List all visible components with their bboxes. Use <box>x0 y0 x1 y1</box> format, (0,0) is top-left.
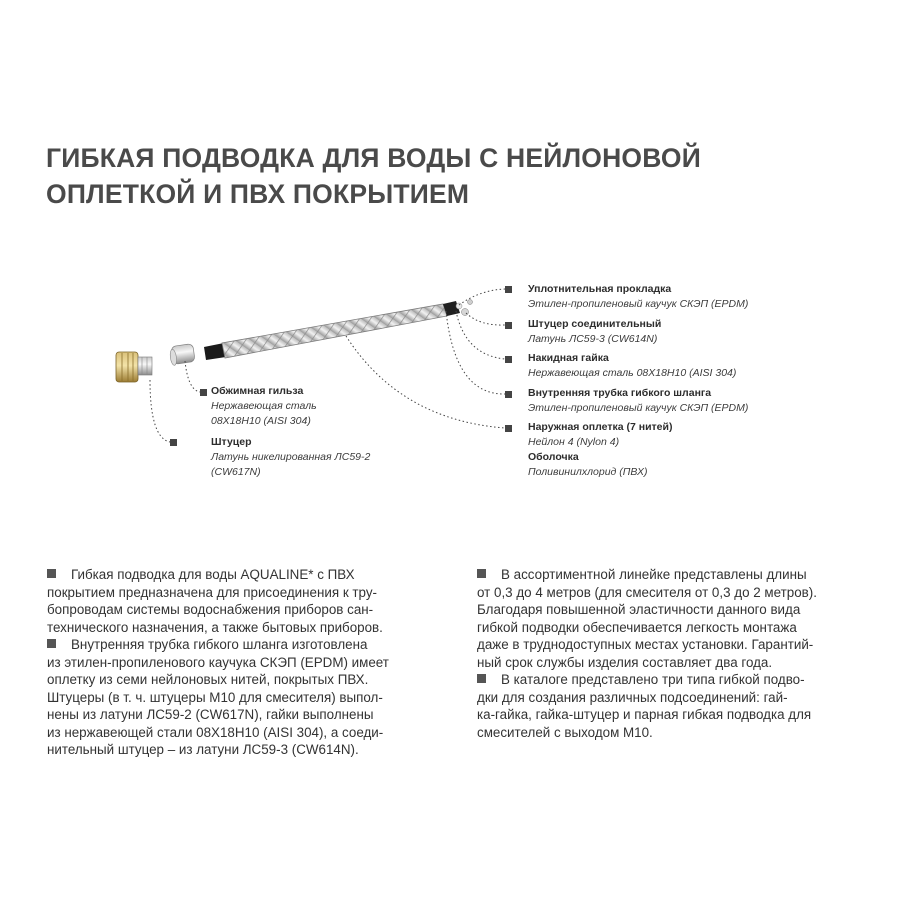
sleeve-part <box>169 344 195 366</box>
paragraph <box>47 636 432 759</box>
callout-material: Нержавеющая сталь 08Х18Н10 (AISI 304) <box>528 367 737 379</box>
callout-material: Этилен-пропиленовый каучук СКЭП (EPDM) <box>528 298 749 310</box>
text-line: из этилен-пропиленового каучука СКЭП (EPDM) имеет <box>47 654 389 670</box>
text-line: даже в труднодоступных местах установки. Гарантий- <box>477 637 814 652</box>
text-line: Благодаря повышенной эластичности данного вида <box>477 602 801 617</box>
callout-sleeve <box>211 384 317 429</box>
callout-material: Этилен-пропиленовый каучук СКЭП (EPDM) <box>528 402 749 414</box>
paragraph <box>477 671 862 741</box>
title-line-1: ГИБКАЯ ПОДВОДКА ДЛЯ ВОДЫ С НЕЙЛОНОВОЙ <box>46 143 701 173</box>
callout-name: Внутренняя трубка гибкого шланга <box>528 387 712 399</box>
callout-nut <box>528 351 736 381</box>
callout-name: Наружная оплетка (7 нитей) <box>528 421 673 433</box>
bullet-icon <box>47 639 56 648</box>
text-line: из нержавеющей стали 08Х18Н10 (AISI 304), а соеди- <box>47 724 384 740</box>
text-column-right <box>477 566 862 741</box>
text-line: нены из латуни ЛС59-2 (CW617N), гайки выполнены <box>47 707 374 722</box>
hose-part <box>204 300 473 361</box>
text-line: дки для создания различных подсоединений: гай- <box>477 689 788 705</box>
text-line: Штуцеры (в т. ч. штуцеры М10 для смесителя) выпол- <box>47 689 383 705</box>
callout-inner-tube <box>528 386 748 416</box>
callout-braid <box>528 420 672 480</box>
callout-material: Поливинилхлорид (ПВХ) <box>528 466 648 478</box>
callout-gasket <box>528 282 748 312</box>
callout-name: Уплотнительная прокладка <box>528 283 672 295</box>
title-line-2: ОПЛЕТКОЙ И ПВХ ПОКРЫТИЕМ <box>46 179 470 209</box>
text-line: Внутренняя трубка гибкого шланга изготовлена <box>71 637 368 652</box>
bullet-icon <box>477 674 486 683</box>
callout-fitting <box>211 435 370 480</box>
text-line: Гибкая подводка для воды AQUALINE* с ПВХ <box>71 567 355 582</box>
text-line: от 0,3 до 4 метров (для смесителя от 0,3 до 2 метров). <box>477 584 817 600</box>
callout-material: Латунь никелированная ЛС59-2 <box>211 451 371 463</box>
text-line: ный срок службы изделия составляет два года. <box>477 654 773 670</box>
text-line: ка-гайка, гайка-штуцер и парная гибкая подводка для <box>477 707 812 722</box>
text-line: оплетку из семи нейлоновых нитей, покрытых ПВХ. <box>47 672 369 687</box>
paragraph <box>47 566 432 636</box>
callout-name: Штуцер <box>211 436 252 448</box>
callout-material: 08Х18Н10 (AISI 304) <box>211 415 311 427</box>
text-line: технического назначения, а также бытовых приборов. <box>47 619 383 635</box>
text-line: смесителей с выходом М10. <box>477 724 653 740</box>
bullet-icon <box>47 569 56 578</box>
text-line: гибкой подводки обеспечивается легкость монтажа <box>477 619 797 635</box>
bullet-icon <box>477 569 486 578</box>
callout-material: (CW617N) <box>211 466 261 478</box>
callout-name: Штуцер соединительный <box>528 318 662 330</box>
callout-name: Обжимная гильза <box>211 385 304 397</box>
text-line: В ассортиментной линейке представлены длины <box>501 567 807 582</box>
callout-material: Нейлон 4 (Nylon 4) <box>528 436 620 448</box>
text-line: нительный штуцер – из латуни ЛС59-3 (CW614N). <box>47 742 359 757</box>
callout-material: Латунь ЛС59-3 (CW614N) <box>528 333 658 345</box>
callout-name: Оболочка <box>528 451 579 463</box>
callout-material: Нержавеющая сталь <box>211 400 317 412</box>
text-line: покрытием предназначена для присоединения к тру- <box>47 584 378 600</box>
fitting-part <box>116 352 152 382</box>
text-line: В каталоге представлено три типа гибкой подво- <box>501 672 805 687</box>
text-line: бопроводам системы водоснабжения приборов сан- <box>47 602 374 617</box>
callout-connector <box>528 317 661 347</box>
paragraph <box>477 566 862 671</box>
callout-name: Накидная гайка <box>528 352 609 364</box>
text-column-left <box>47 566 432 759</box>
